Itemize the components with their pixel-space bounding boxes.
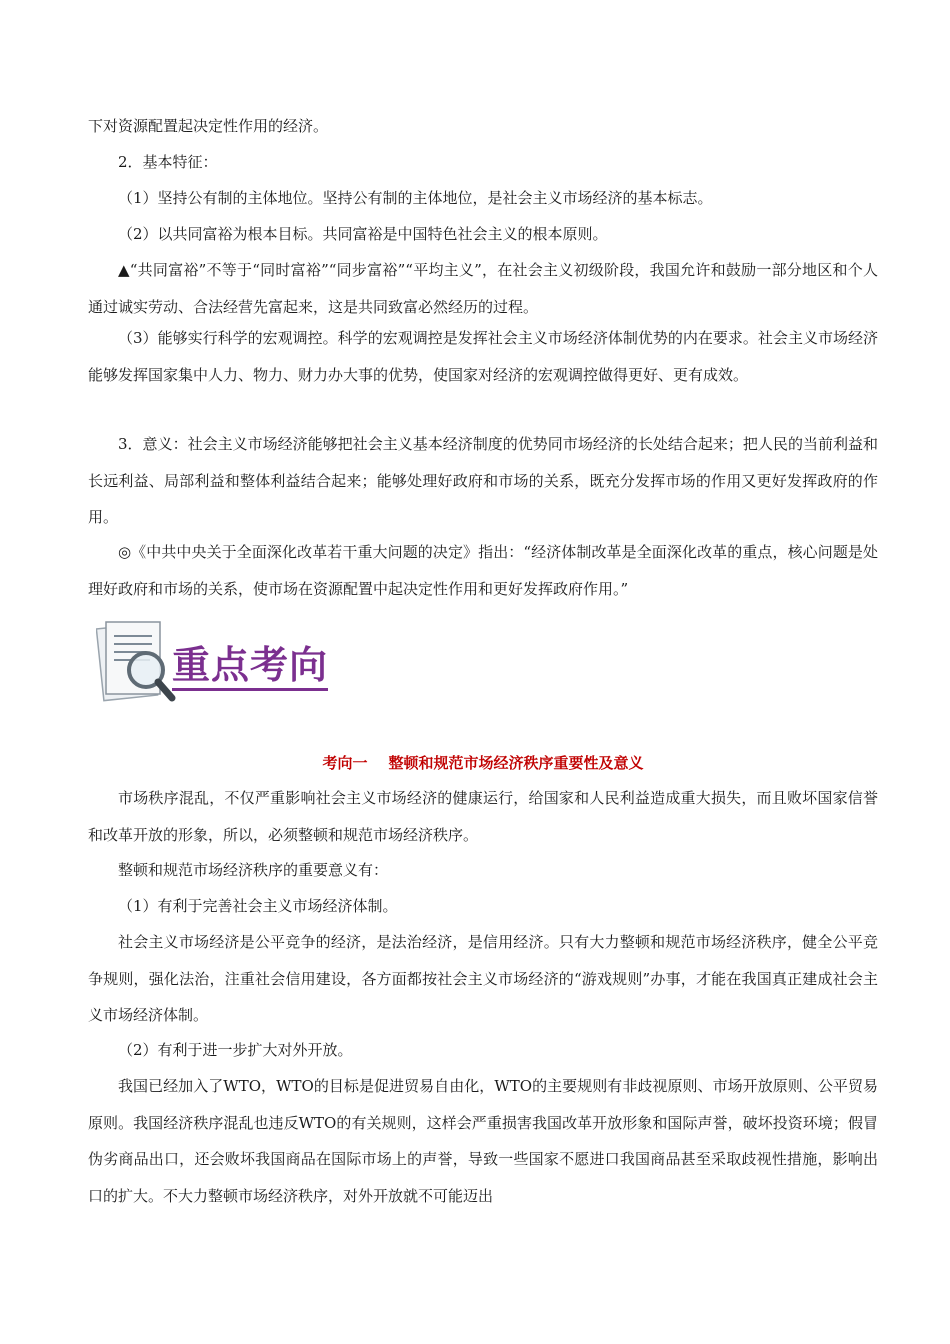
- paragraph-significance: 3．意义：社会主义市场经济能够把社会主义基本经济制度的优势同市场经济的长处结合起来；把人民的当前利益和长远利益、局部利益和整体利益结合起来；能够处理好政府和市场的关系，既充分发挥市场的作用又更好发挥政府的作用。: [88, 435, 878, 526]
- section-title: 整顿和规范市场经济秩序重要性及意义: [388, 754, 644, 772]
- paragraph-significance-intro: 整顿和规范市场经济秩序的重要意义有：: [118, 861, 389, 879]
- paragraph-definition-end: 下对资源配置起决定性作用的经济。: [88, 117, 329, 135]
- paragraph-fair-competition: 社会主义市场经济是公平竞争的经济，是法治经济，是信用经济。只有大力整顿和规范市场经济秩序，健全公平竞争规则，强化法治，注重社会信用建设，各方面都按社会主义市场经济的“游戏规则”办事，才能在我国真正建成社会主义市场经济体制。: [88, 933, 878, 1024]
- section-banner: [96, 618, 336, 710]
- paragraph-point-2: （2）有利于进一步扩大对外开放。: [118, 1041, 353, 1059]
- section-heading: [88, 748, 878, 778]
- paragraph-market-disorder: 市场秩序混乱，不仅严重影响社会主义市场经济的健康运行，给国家和人民利益造成重大损失，而且败坏国家信誉和改革开放的形象，所以，必须整顿和规范市场经济秩序。: [88, 789, 878, 844]
- section-label: 考向一: [322, 754, 368, 772]
- paragraph-quote: ◎《中共中央关于全面深化改革若干重大问题的决定》指出：“经济体制改革是全面深化改革的重点，核心问题是处理好政府和市场的关系，使市场在资源配置中起决定性作用和更好发挥政府作用。”: [88, 543, 878, 598]
- paragraph-feature-2: （2）以共同富裕为根本目标。共同富裕是中国特色社会主义的根本原则。: [118, 225, 608, 243]
- paragraph-feature-3: （3）能够实行科学的宏观调控。科学的宏观调控是发挥社会主义市场经济体制优势的内在要求。社会主义市场经济能够发挥国家集中人力、物力、财力办大事的优势，使国家对经济的宏观调控做得更好、更有成效。: [88, 329, 878, 384]
- paragraph-feature-1: （1）坚持公有制的主体地位。坚持公有制的主体地位，是社会主义市场经济的基本标志。: [118, 189, 713, 207]
- paragraph-point-1: （1）有利于完善社会主义市场经济体制。: [118, 897, 398, 915]
- banner-title: 重点考向: [172, 644, 328, 691]
- heading-basic-features: 2．基本特征：: [118, 153, 218, 171]
- paragraph-wto: 我国已经加入了WTO，WTO的目标是促进贸易自由化，WTO的主要规则有非歧视原则、市场开放原则、公平贸易原则。我国经济秩序混乱也违反WTO的有关规则，这样会严重损害我国改革开放形象和国际声誉，破坏投资环境；假冒伪劣商品出口，还会败坏我国商品在国际市场上的声誉，导致一些国家不愿进口我国商品甚至采取歧视性措施，影响出口的扩大。不大力整顿市场经济秩序，对外开放就不可能迈出: [88, 1077, 878, 1205]
- paragraph-note: ▲“共同富裕”不等于“同时富裕”“同步富裕”“平均主义”，在社会主义初级阶段，我国允许和鼓励一部分地区和个人通过诚实劳动、合法经营先富起来，这是共同致富必然经历的过程。: [88, 261, 878, 316]
